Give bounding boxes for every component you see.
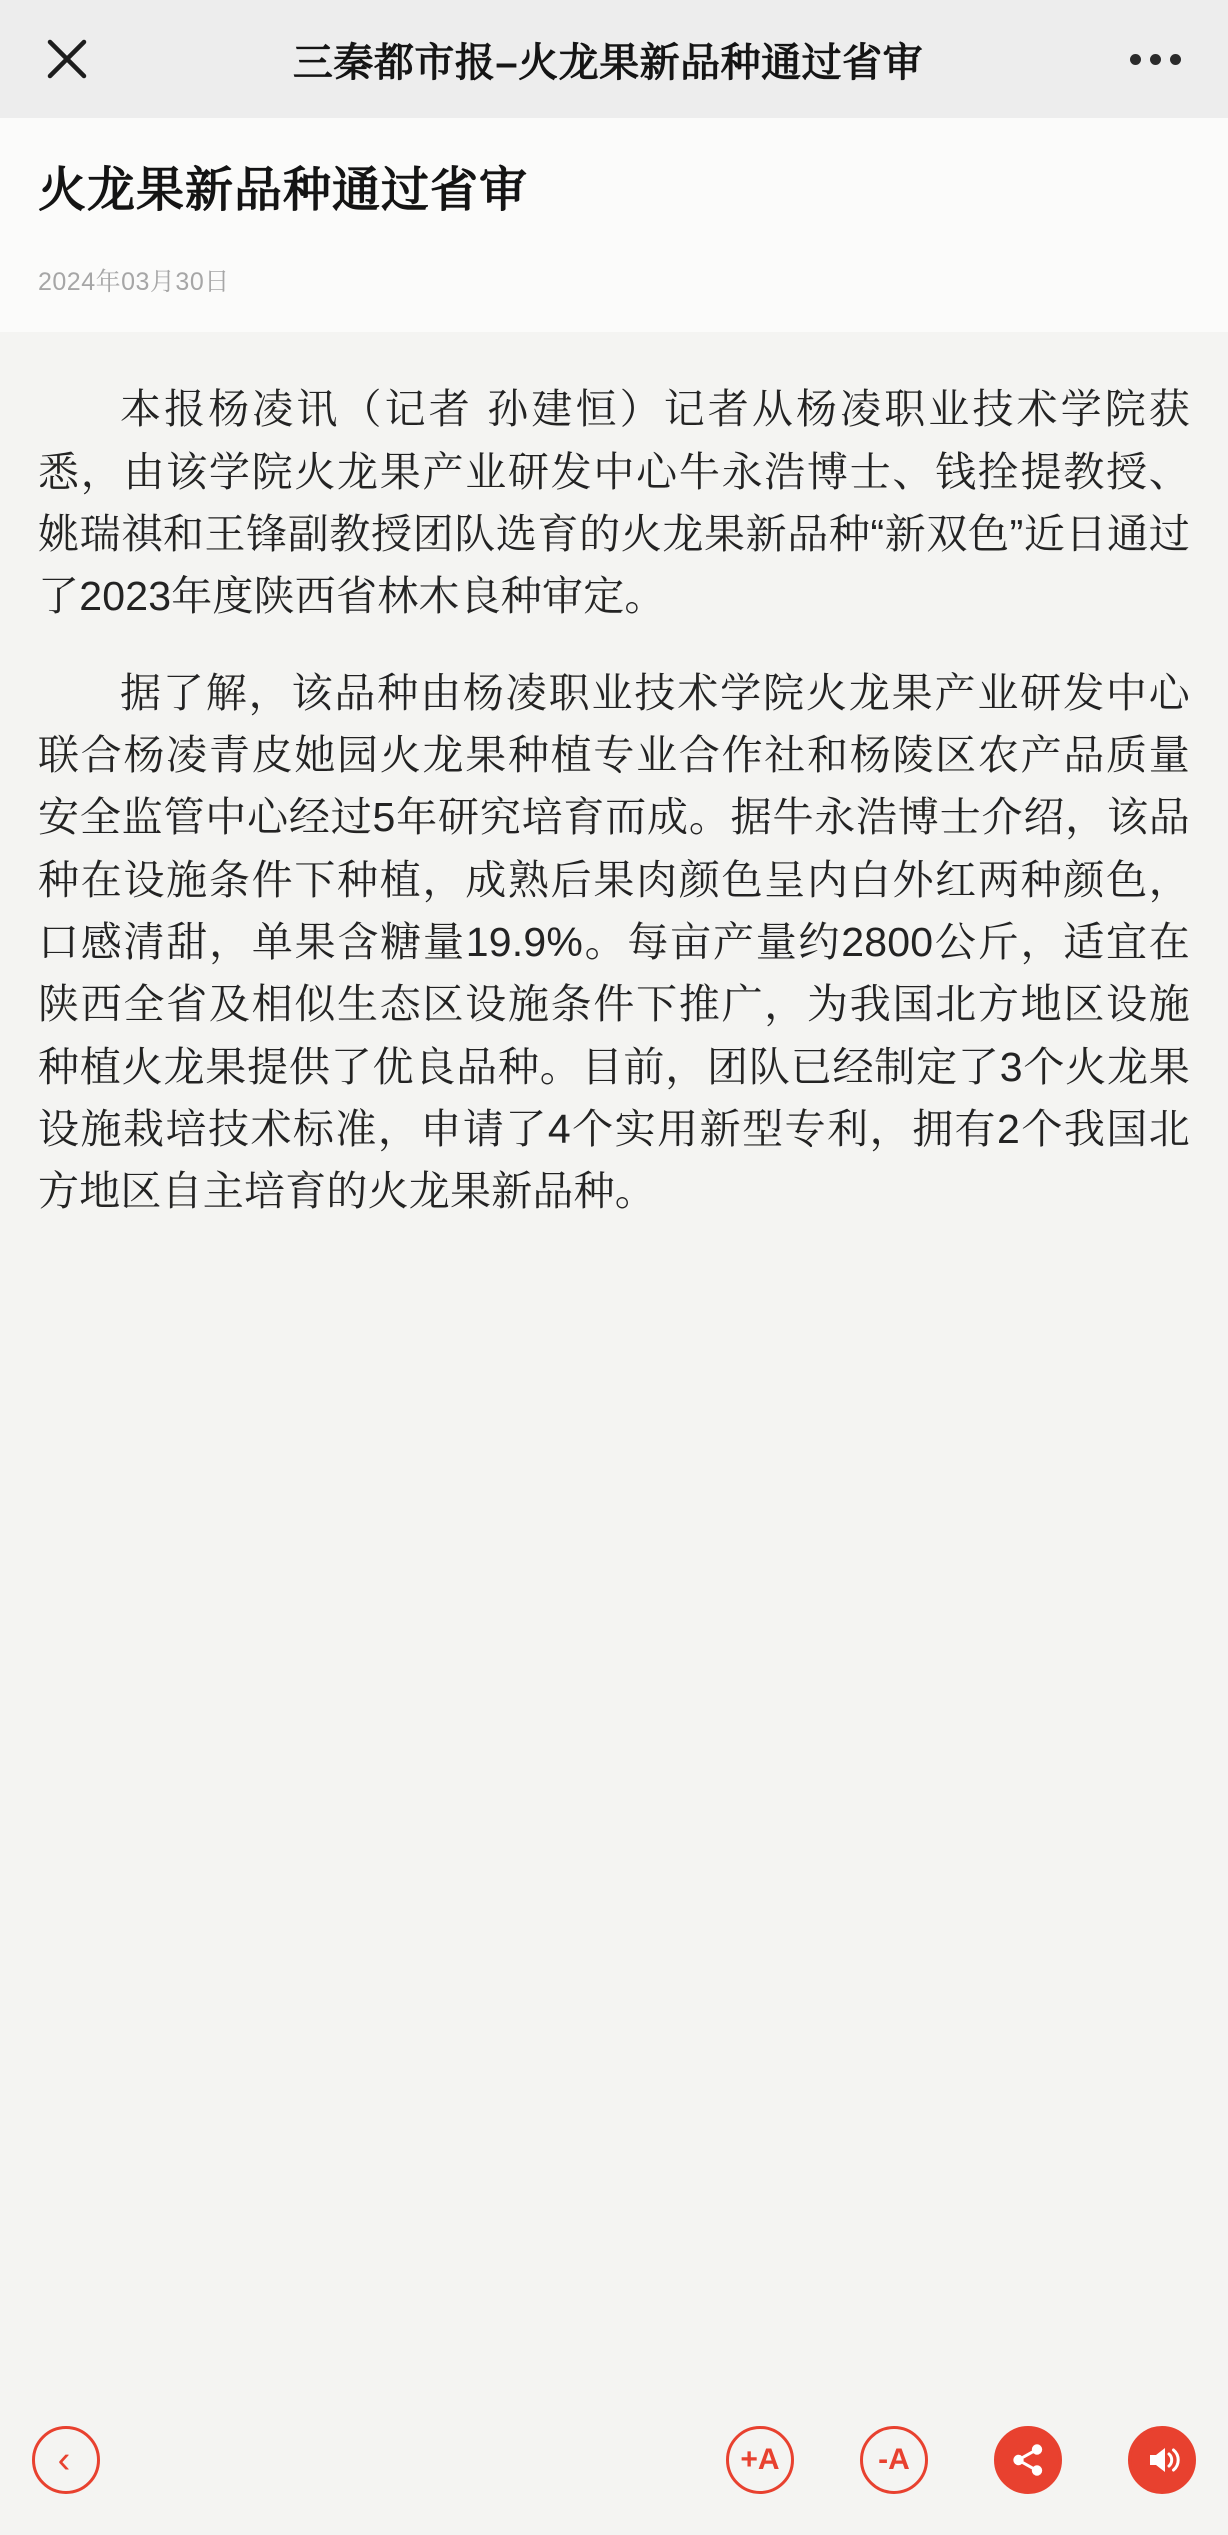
article-page [0,118,1228,2535]
bottom-toolbar [0,2385,1228,2535]
share-icon [1009,2441,1047,2479]
chevron-left-icon: ‹ [57,2439,71,2481]
font-decrease-button[interactable]: -A [860,2426,928,2494]
font-increase-button[interactable]: +A [726,2426,794,2494]
more-options-icon[interactable] [1120,30,1190,88]
article-body [38,332,1190,1296]
article-paragraph: 本报杨凌讯（记者 孙建恒）记者从杨凌职业技术学院获悉，由该学院火龙果产业研发中心牛永浩博士、钱拴提教授、姚瑞祺和王锋副教授团队选育的火龙果新品种“新双色”近日通过了2023年度陕西省林木良种审定。 [38,386,1190,620]
article-header [0,118,1228,332]
page-title: 三秦都市报–火龙果新品种通过省审 [292,40,924,85]
close-icon[interactable] [38,30,96,88]
article-title: 火龙果新品种通过省审 [38,164,529,217]
more-dot [1170,54,1181,65]
top-navigation-bar [0,0,1228,118]
article-date: 2024年03月30日 [38,268,230,297]
share-button[interactable] [994,2426,1062,2494]
back-button[interactable] [32,2426,100,2494]
article-paragraph: 据了解，该品种由杨凌职业技术学院火龙果产业研发中心联合杨凌青皮她园火龙果种植专业合作社和杨陵区农产品质量安全监管中心经过5年研究培育而成。据牛永浩博士介绍，该品种在设施条件下种植，成熟后果肉颜色呈内白外红两种颜色，口感清甜，单果含糖量19.9%。每亩产量约2800公斤，适宜在陕西全省及相似生态区设施条件下推广，为我国北方地区设施种植火龙果提供了优良品种。目前，团队已经制定了3个火龙果设施栽培技术标准，申请了4个实用新型专利，拥有2个我国北方地区自主培育的火龙果新品种。 [38,669,1190,1215]
more-dot [1150,54,1161,65]
speaker-button[interactable] [1128,2426,1196,2494]
more-dot [1130,54,1141,65]
speaker-icon [1143,2441,1181,2479]
